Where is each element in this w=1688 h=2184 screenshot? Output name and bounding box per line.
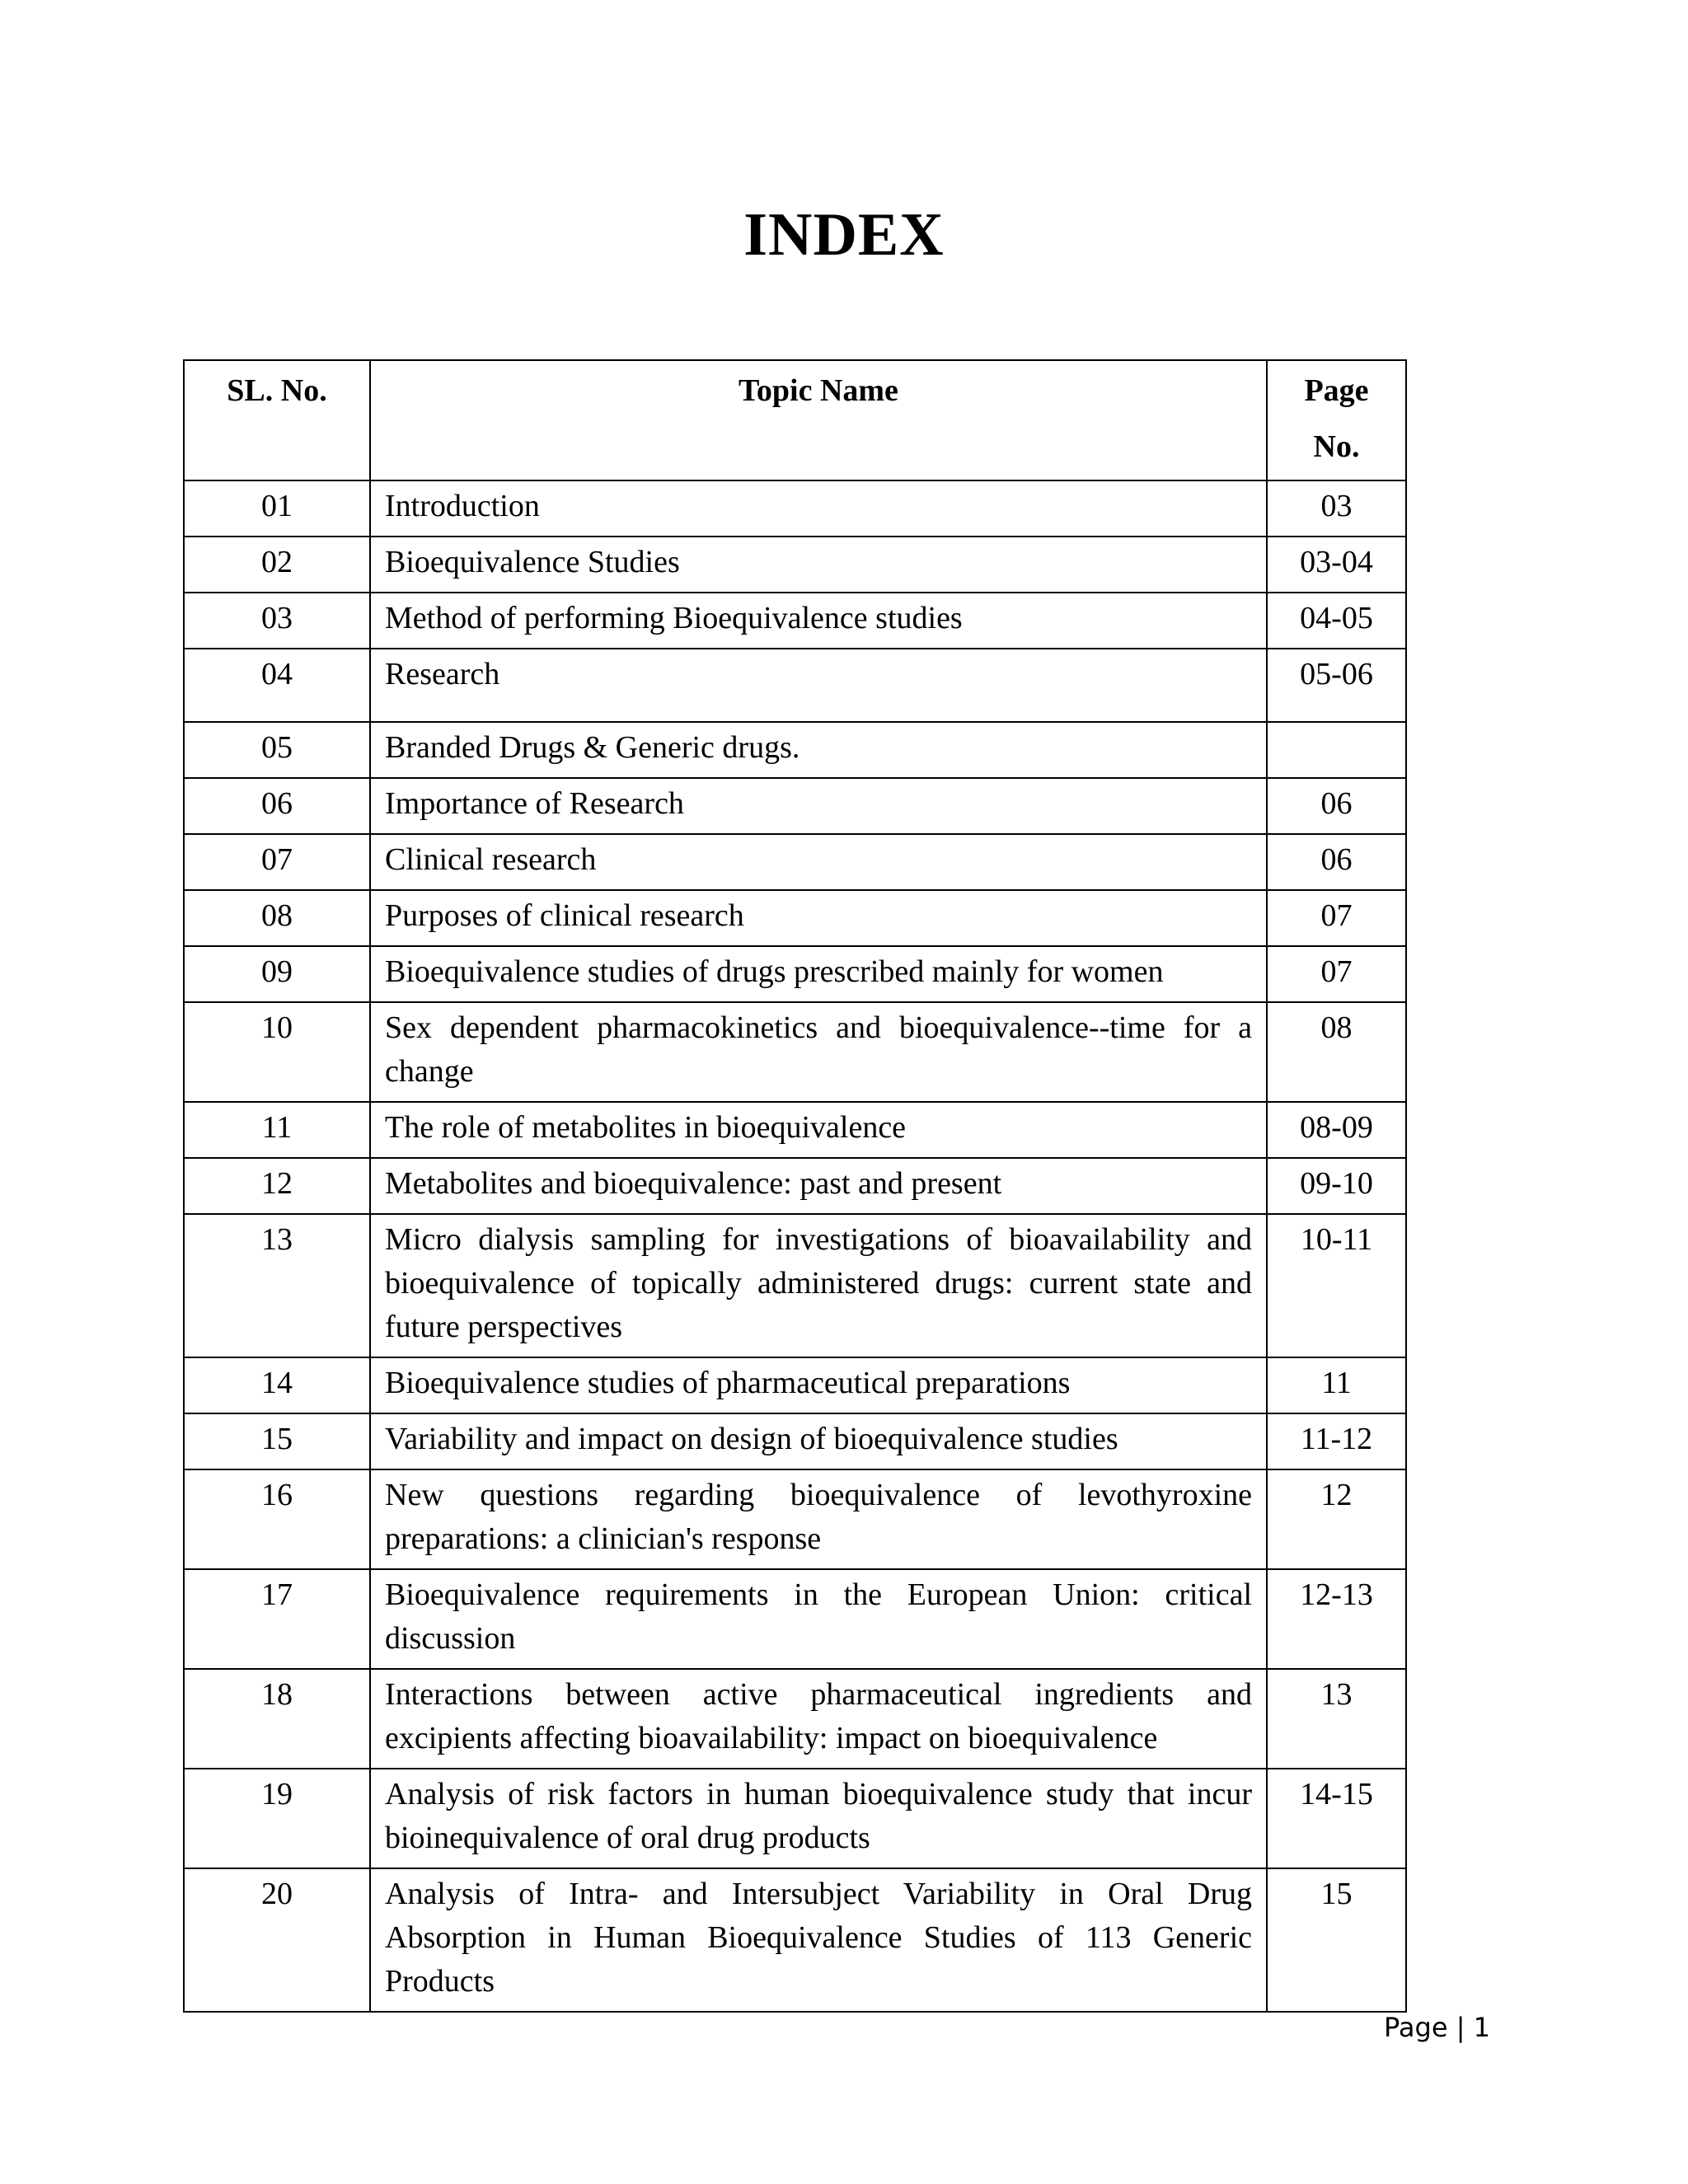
table-row: [184, 480, 1406, 537]
table-row: [184, 649, 1406, 722]
row-serial-number: 11: [184, 1102, 370, 1158]
table-row: [184, 1868, 1406, 2012]
row-serial-number: 17: [184, 1569, 370, 1669]
table-row: [184, 1769, 1406, 1868]
row-page-number: 15: [1267, 1868, 1406, 2012]
row-page-number: 12-13: [1267, 1569, 1406, 1669]
page-title: INDEX: [743, 201, 945, 269]
table-row: [184, 834, 1406, 890]
row-topic-name: Branded Drugs & Generic drugs.: [370, 722, 1267, 778]
row-serial-number: 07: [184, 834, 370, 890]
row-topic-name: Interactions between active pharmaceutical ingredients and excipients affecting bioavailability: impact on bioequivalence: [370, 1669, 1267, 1769]
row-page-number: [1267, 722, 1406, 778]
table-row: [184, 1102, 1406, 1158]
row-serial-number: 18: [184, 1669, 370, 1769]
table-row: [184, 890, 1406, 946]
table-row: [184, 593, 1406, 649]
row-topic-name: Metabolites and bioequivalence: past and present: [370, 1158, 1267, 1214]
row-topic-name: Variability and impact on design of bioequivalence studies: [370, 1413, 1267, 1469]
row-serial-number: 14: [184, 1357, 370, 1413]
row-page-number: 13: [1267, 1669, 1406, 1769]
row-topic-name: Purposes of clinical research: [370, 890, 1267, 946]
row-page-number: 11-12: [1267, 1413, 1406, 1469]
table-row: [184, 1158, 1406, 1214]
table-row: [184, 1669, 1406, 1769]
row-topic-name: Sex dependent pharmacokinetics and bioequivalence--time for a change: [370, 1002, 1267, 1102]
table-body: [184, 480, 1406, 2012]
row-topic-name: Analysis of Intra- and Intersubject Variability in Oral Drug Absorption in Human Bioequivalence Studies of 113 Generic Products: [370, 1868, 1267, 2012]
row-serial-number: 12: [184, 1158, 370, 1214]
row-page-number: 14-15: [1267, 1769, 1406, 1868]
row-topic-name: Research: [370, 649, 1267, 722]
table-row: [184, 1214, 1406, 1357]
row-serial-number: 06: [184, 778, 370, 834]
row-topic-name: Micro dialysis sampling for investigations of bioavailability and bioequivalence of topically administered drugs: current state and future perspectives: [370, 1214, 1267, 1357]
index-table: [183, 359, 1407, 2013]
table-row: [184, 1569, 1406, 1669]
row-serial-number: 02: [184, 537, 370, 593]
row-page-number: 06: [1267, 834, 1406, 890]
row-topic-name: Bioequivalence requirements in the European Union: critical discussion: [370, 1569, 1267, 1669]
row-page-number: 07: [1267, 946, 1406, 1002]
row-page-number: 11: [1267, 1357, 1406, 1413]
page-number-footer: Page | 1: [1384, 2012, 1490, 2043]
row-serial-number: 10: [184, 1002, 370, 1102]
table-row: [184, 537, 1406, 593]
row-serial-number: 13: [184, 1214, 370, 1357]
header-topic-name: Topic Name: [370, 360, 1267, 480]
row-page-number: 06: [1267, 778, 1406, 834]
table-row: [184, 1413, 1406, 1469]
row-page-number: 09-10: [1267, 1158, 1406, 1214]
row-page-number: 10-11: [1267, 1214, 1406, 1357]
row-serial-number: 16: [184, 1469, 370, 1569]
row-topic-name: Introduction: [370, 480, 1267, 537]
table-row: [184, 1469, 1406, 1569]
row-topic-name: Clinical research: [370, 834, 1267, 890]
table-row: [184, 1002, 1406, 1102]
row-serial-number: 09: [184, 946, 370, 1002]
table-row: [184, 946, 1406, 1002]
row-serial-number: 15: [184, 1413, 370, 1469]
row-topic-name: Importance of Research: [370, 778, 1267, 834]
header-sl-no: SL. No.: [184, 360, 370, 480]
row-topic-name: Bioequivalence studies of pharmaceutical preparations: [370, 1357, 1267, 1413]
row-serial-number: 19: [184, 1769, 370, 1868]
row-topic-name: The role of metabolites in bioequivalence: [370, 1102, 1267, 1158]
row-serial-number: 20: [184, 1868, 370, 2012]
table-row: [184, 778, 1406, 834]
table-header-row: [184, 360, 1406, 480]
row-serial-number: 08: [184, 890, 370, 946]
row-page-number: 07: [1267, 890, 1406, 946]
header-page-no: [1267, 360, 1406, 480]
row-page-number: 08-09: [1267, 1102, 1406, 1158]
row-serial-number: 01: [184, 480, 370, 537]
row-page-number: 05-06: [1267, 649, 1406, 722]
row-page-number: 03: [1267, 480, 1406, 537]
header-page-no-label: Page No.: [1304, 373, 1369, 464]
row-topic-name: Bioequivalence Studies: [370, 537, 1267, 593]
row-serial-number: 05: [184, 722, 370, 778]
row-page-number: 03-04: [1267, 537, 1406, 593]
row-page-number: 04-05: [1267, 593, 1406, 649]
row-topic-name: New questions regarding bioequivalence of levothyroxine preparations: a clinician's response: [370, 1469, 1267, 1569]
row-serial-number: 04: [184, 649, 370, 722]
table-row: [184, 722, 1406, 778]
row-topic-name: Bioequivalence studies of drugs prescribed mainly for women: [370, 946, 1267, 1002]
row-serial-number: 03: [184, 593, 370, 649]
table-row: [184, 1357, 1406, 1413]
row-topic-name: Method of performing Bioequivalence studies: [370, 593, 1267, 649]
row-page-number: 08: [1267, 1002, 1406, 1102]
row-topic-name: Analysis of risk factors in human bioequivalence study that incur bioinequivalence of oral drug products: [370, 1769, 1267, 1868]
row-page-number: 12: [1267, 1469, 1406, 1569]
